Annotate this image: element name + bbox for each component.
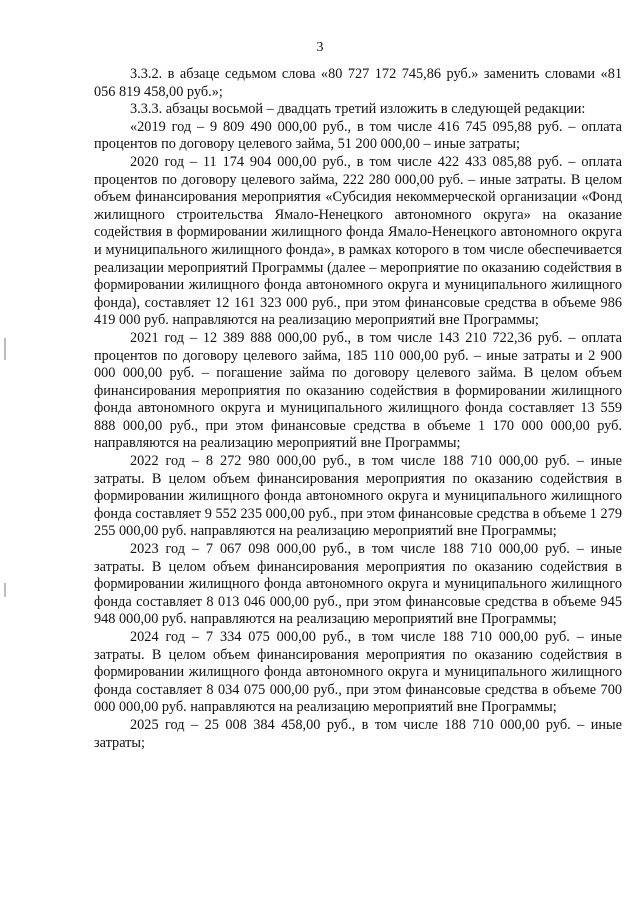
document-body	[94, 66, 622, 752]
page-number: 3	[316, 40, 324, 55]
paragraph-3-3-3: 3.3.3. абзацы восьмой – двадцать третий изложить в следующей редакции:	[130, 101, 586, 118]
scan-margin-mark	[4, 338, 6, 360]
paragraph-year-2019: «2019 год – 9 809 490 000,00 руб., в том числе 416 745 095,88 руб. – оплата процентов по договору целевого займа, 51 200 000,00 – иные затраты;	[94, 118, 622, 153]
paragraph-year-2025: 2025 год – 25 008 384 458,00 руб., в том числе 188 710 000,00 руб. – иные затраты;	[94, 716, 622, 751]
paragraph-year-2024: 2024 год – 7 334 075 000,00 руб., в том числе 188 710 000,00 руб. – иные затраты. В целом объем финансирования мероприятия по оказанию содействия в формировании жилищного фонда автономного округа и муниципального жилищного фонда составляет 8 034 075 000,00 руб., при этом финансовые средства в объеме 700 000 000,00 руб. направляются на реализацию мероприятий вне Программы;	[94, 629, 622, 716]
paragraph-year-2020: 2020 год – 11 174 904 000,00 руб., в том числе 422 433 085,88 руб. – оплата процентов по договору целевого займа, 222 280 000,00 руб. – иные затраты. В целом объем финансирования мероприятия «Субсидия некоммерческой организации «Фонд жилищного строительства Ямало-Ненецкого автономного округа» на оказание содействия в формировании жилищного фонда Ямало-Ненецкого автономного округа и муниципального жилищного фонда», в рамках которого в том числе обеспечивается реализации мероприятий Программы (далее – мероприятие по оказанию содействия в формировании жилищного фонда автономного округа и муниципального жилищного фонда), составляет 12 161 323 000 руб., при этом финансовые средства в объеме 986 419 000 руб. направляются на реализацию мероприятий вне Программы;	[94, 153, 622, 329]
paragraph-year-2022: 2022 год – 8 272 980 000,00 руб., в том числе 188 710 000,00 руб. – иные затраты. В целом объем финансирования мероприятия по оказанию содействия в формировании жилищного фонда автономного округа и муниципального жилищного фонда составляет 9 552 235 000,00 руб., при этом финансовые средства в объеме 1 279 255 000,00 руб. направляются на реализацию мероприятий вне Программы;	[94, 453, 622, 540]
paragraph-year-2021: 2021 год – 12 389 888 000,00 руб., в том числе 143 210 722,36 руб. – оплата процентов по договору целевого займа, 185 110 000,00 руб. – иные затраты и 2 900 000 000,00 руб. – погашение займа по договору целевого займа. В целом объем финансирования мероприятия по оказанию содействия в формировании жилищного фонда автономного округа и муниципального жилищного фонда составляет 13 559 888 000,00 руб., при этом финансовые средства в объеме 1 170 000 000,00 руб. направляются на реализацию мероприятий вне Программы;	[94, 329, 622, 452]
scan-margin-mark	[4, 583, 6, 597]
paragraph-3-3-2: 3.3.2. в абзаце седьмом слова «80 727 172 745,86 руб.» заменить словами «81 056 819 458,00 руб.»;	[94, 66, 622, 100]
paragraph-year-2023: 2023 год – 7 067 098 000,00 руб., в том числе 188 710 000,00 руб. – иные затраты. В целом объем финансирования мероприятия по оказанию содействия в формировании жилищного фонда автономного округа и муниципального жилищного фонда составляет 8 013 046 000,00 руб., при этом финансовые средства в объеме 945 948 000,00 руб. направляются на реализацию мероприятий вне Программы;	[94, 541, 622, 628]
